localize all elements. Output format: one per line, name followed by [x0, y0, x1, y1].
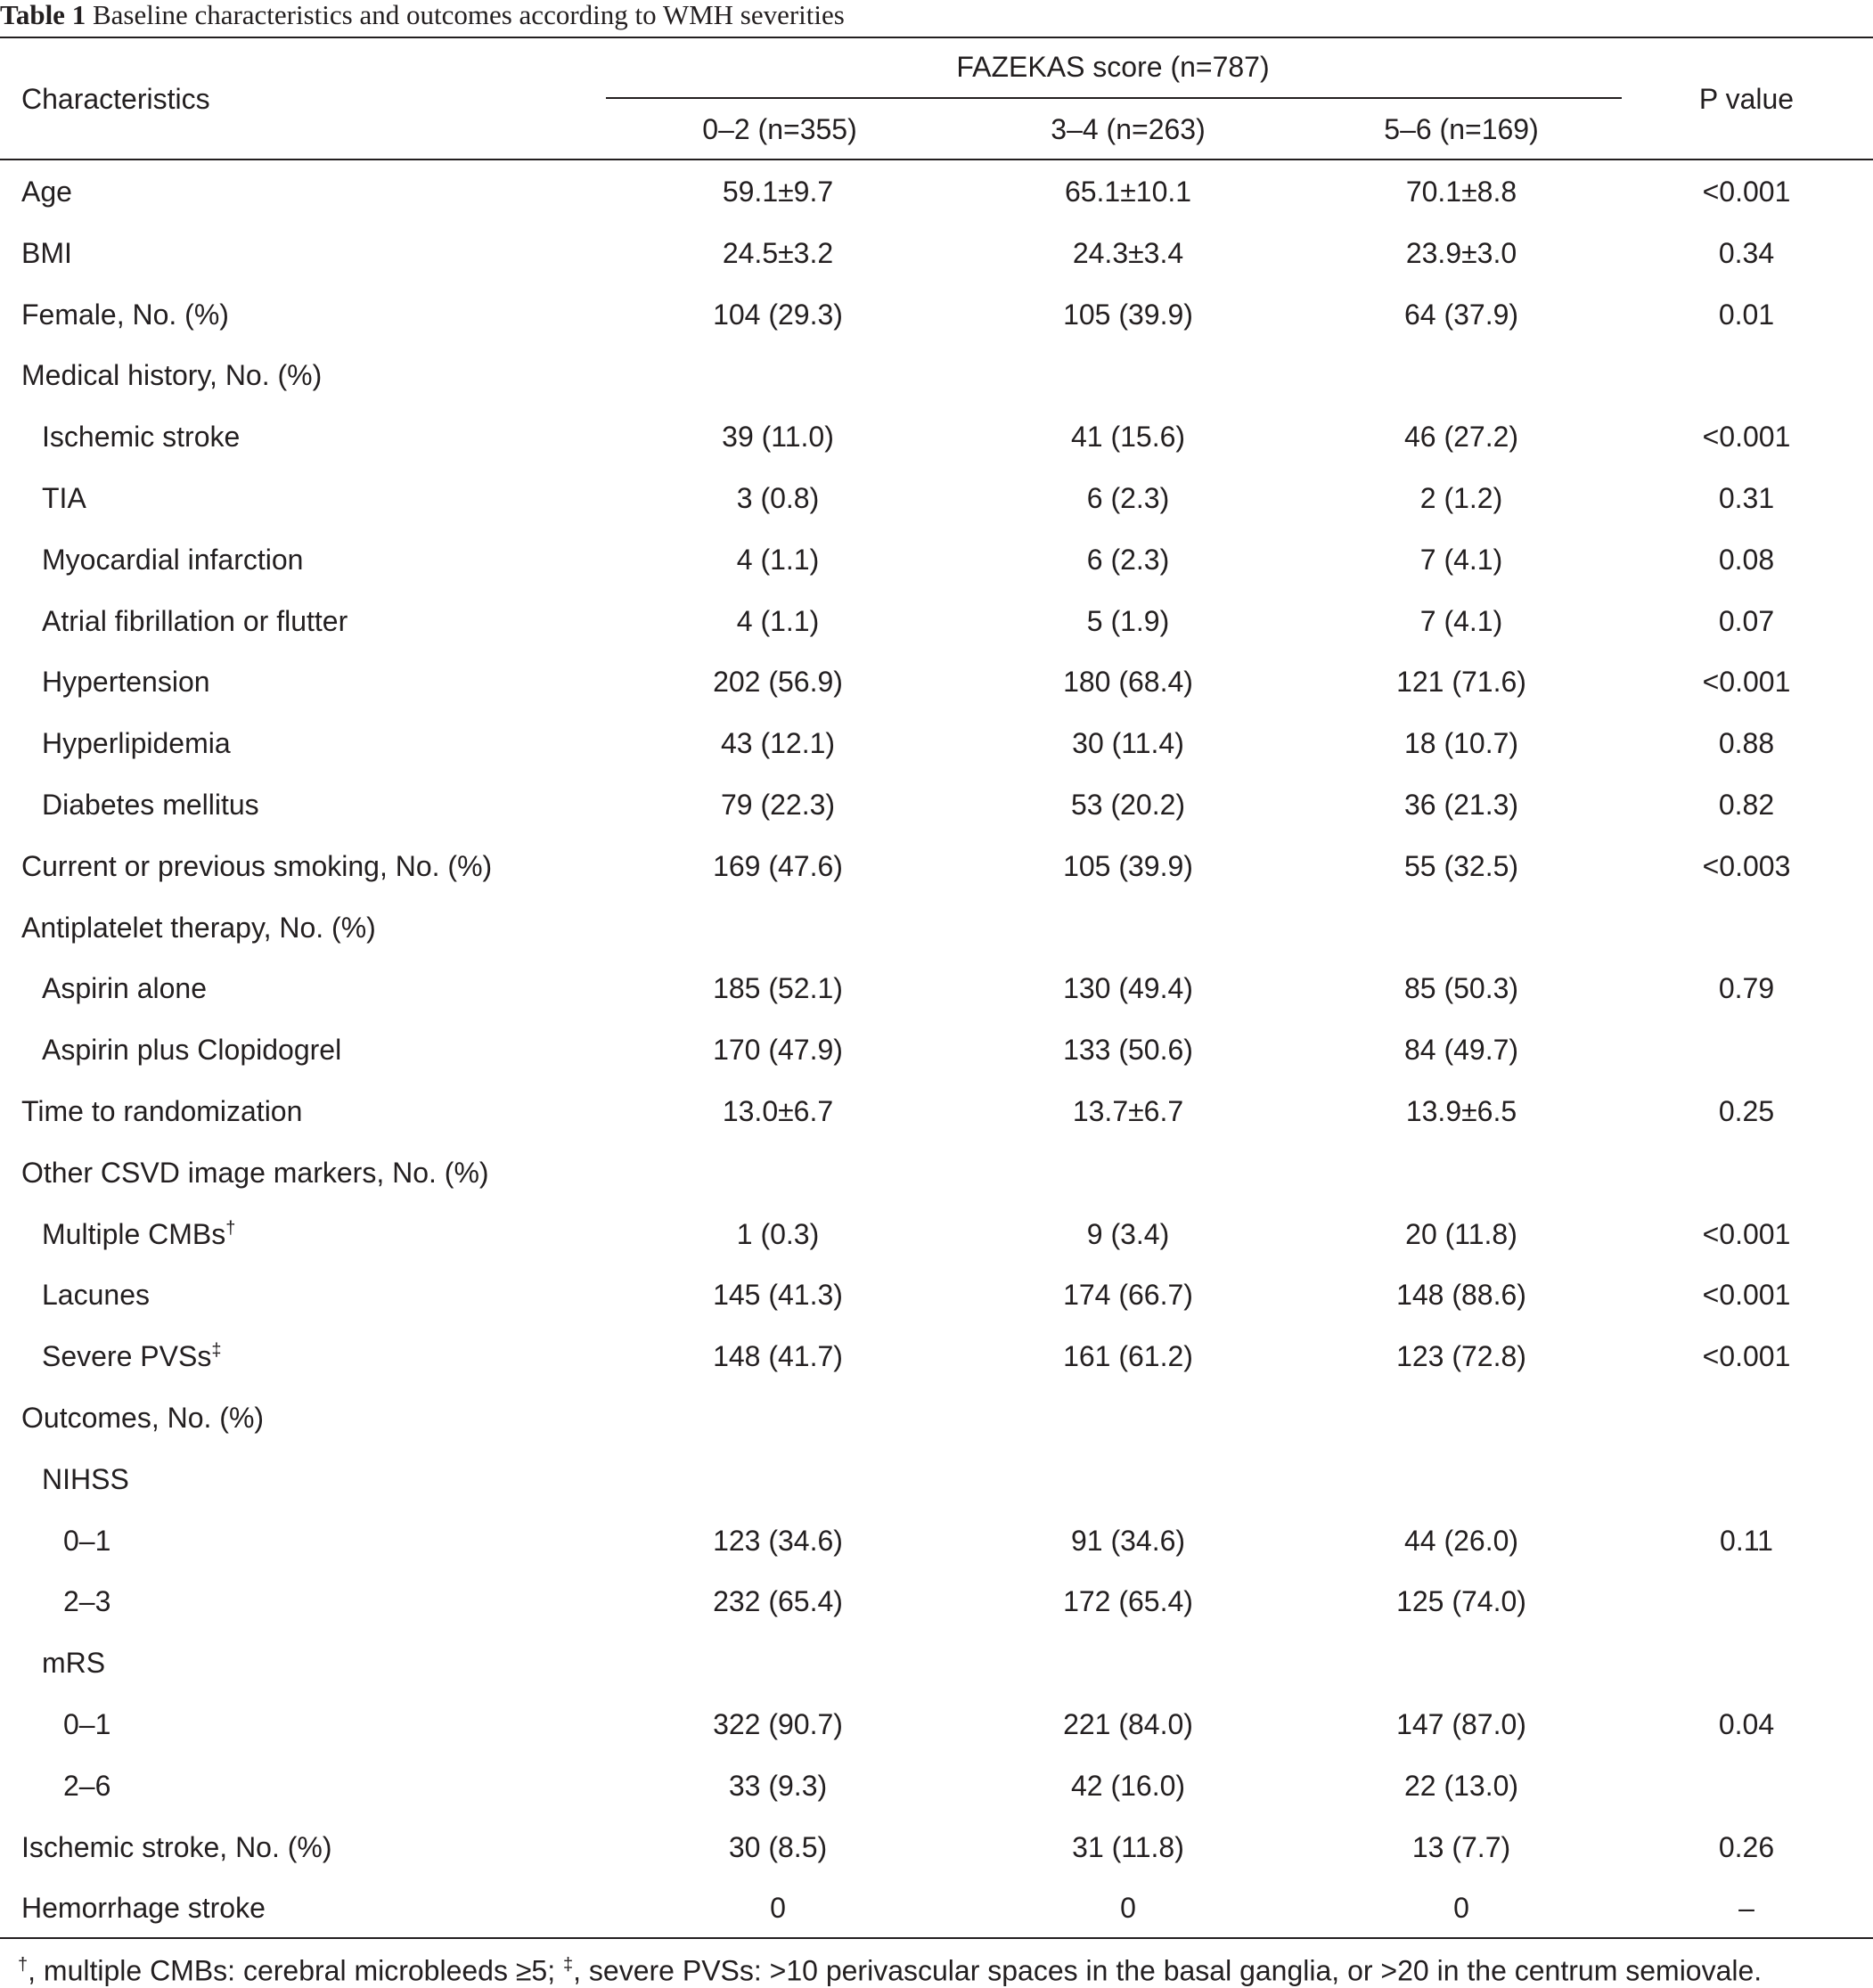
p-value-cell: <0.003 [1702, 850, 1791, 882]
footnote-text-1: , multiple CMBs: cerebral microbleeds ≥5; [28, 1954, 563, 1987]
row-label [21, 1401, 264, 1435]
p-value-cell: 0.07 [1718, 605, 1775, 637]
row-label-text: Ischemic stroke, No. (%) [21, 1831, 332, 1863]
row-label [21, 298, 229, 331]
row-label [21, 911, 376, 945]
row-label-text: mRS [42, 1647, 106, 1679]
value-cell: 0 [1120, 1892, 1136, 1924]
bottom-rule [0, 1937, 1873, 1939]
value-cell: 7 (4.1) [1419, 544, 1503, 576]
row-label-text: BMI [21, 237, 72, 269]
p-value-cell: <0.001 [1702, 1340, 1791, 1372]
row-label-text: 0–1 [63, 1708, 111, 1740]
p-value-cell: 0.79 [1718, 972, 1775, 1004]
value-cell: 6 (2.3) [1086, 544, 1170, 576]
value-cell: 42 (16.0) [1070, 1770, 1186, 1802]
value-cell: 148 (88.6) [1396, 1279, 1526, 1311]
header-group: FAZEKAS score (n=787) [956, 51, 1270, 83]
value-cell: 174 (66.7) [1063, 1279, 1193, 1311]
value-cell: 79 (22.3) [720, 789, 836, 821]
value-cell: 85 (50.3) [1403, 972, 1519, 1004]
value-cell: 64 (37.9) [1403, 299, 1519, 331]
row-label-text: Aspirin plus Clopidogrel [42, 1034, 342, 1066]
row-label-text: Other CSVD image markers, No. (%) [21, 1157, 489, 1189]
p-value-cell: 0.08 [1718, 544, 1775, 576]
value-cell: 161 (61.2) [1063, 1340, 1193, 1372]
value-cell: 43 (12.1) [720, 727, 836, 759]
p-value-cell: <0.001 [1702, 666, 1791, 698]
header-col3: 5–6 (n=169) [1384, 113, 1539, 145]
row-label [42, 604, 348, 638]
p-value-cell: <0.001 [1702, 176, 1791, 208]
header-characteristics: Characteristics [21, 83, 210, 115]
row-label-text: Atrial fibrillation or flutter [42, 605, 348, 637]
value-cell: 0 [770, 1892, 786, 1924]
p-value-cell: 0.26 [1718, 1831, 1775, 1863]
value-cell: 145 (41.3) [713, 1279, 843, 1311]
value-cell: 232 (65.4) [713, 1585, 843, 1617]
value-cell: 91 (34.6) [1070, 1525, 1186, 1557]
header-col1: 0–2 (n=355) [702, 113, 857, 145]
value-cell: 148 (41.7) [713, 1340, 843, 1372]
row-label [21, 1830, 332, 1864]
value-cell: 133 (50.6) [1063, 1034, 1193, 1066]
value-cell: 6 (2.3) [1086, 482, 1170, 514]
row-label [42, 481, 86, 515]
value-cell: 23.9±3.0 [1405, 237, 1517, 269]
row-label-text: Myocardial infarction [42, 544, 304, 576]
row-label-text: Female, No. (%) [21, 299, 229, 331]
p-value-cell: <0.001 [1702, 421, 1791, 453]
row-label-text: Antiplatelet therapy, No. (%) [21, 912, 376, 944]
value-cell: 13.0±6.7 [722, 1095, 834, 1127]
footnote-marker: † [225, 1218, 236, 1239]
p-value-cell: 0.34 [1718, 237, 1775, 269]
row-label [42, 665, 210, 699]
row-label-text: Ischemic stroke [42, 421, 241, 453]
value-cell: 147 (87.0) [1396, 1708, 1526, 1740]
value-cell: 1 (0.3) [736, 1218, 820, 1250]
p-value-cell: 0.04 [1718, 1708, 1775, 1740]
row-label-text: Multiple CMBs [42, 1218, 226, 1250]
value-cell: 13.7±6.7 [1072, 1095, 1184, 1127]
row-label-text: Diabetes mellitus [42, 789, 259, 821]
table-title: Baseline characteristics and outcomes according to WMH severities [92, 0, 845, 30]
row-label-text: NIHSS [42, 1463, 129, 1495]
value-cell: 4 (1.1) [736, 544, 820, 576]
footnote [18, 1948, 1762, 1988]
value-cell: 24.3±3.4 [1072, 237, 1184, 269]
row-label-text: 2–6 [63, 1770, 111, 1802]
value-cell: 125 (74.0) [1396, 1585, 1526, 1617]
value-cell: 18 (10.7) [1403, 727, 1519, 759]
value-cell: 36 (21.3) [1403, 789, 1519, 821]
top-rule [0, 37, 1873, 38]
value-cell: 70.1±8.8 [1405, 176, 1517, 208]
value-cell: 170 (47.9) [713, 1034, 843, 1066]
value-cell: 104 (29.3) [713, 299, 843, 331]
value-cell: 84 (49.7) [1403, 1034, 1519, 1066]
row-label-text: Aspirin alone [42, 972, 207, 1004]
value-cell: 65.1±10.1 [1064, 176, 1192, 208]
value-cell: 39 (11.0) [722, 421, 834, 453]
value-cell: 31 (11.8) [1072, 1831, 1184, 1863]
value-cell: 7 (4.1) [1419, 605, 1503, 637]
row-label [42, 1278, 150, 1312]
p-value-cell: <0.001 [1702, 1218, 1791, 1250]
row-label [63, 1769, 110, 1803]
row-label [42, 1462, 129, 1496]
p-value-cell: <0.001 [1702, 1279, 1791, 1311]
value-cell: 46 (27.2) [1403, 421, 1519, 453]
p-value-cell: 0.88 [1718, 727, 1775, 759]
value-cell: 30 (11.4) [1072, 727, 1184, 759]
row-label [21, 175, 72, 209]
row-label-text: Severe PVSs [42, 1340, 212, 1372]
row-label [42, 420, 240, 454]
value-cell: 5 (1.9) [1086, 605, 1170, 637]
value-cell: 30 (8.5) [728, 1831, 828, 1863]
p-value-cell: – [1738, 1892, 1754, 1924]
value-cell: 123 (72.8) [1396, 1340, 1526, 1372]
row-label [42, 788, 259, 822]
value-cell: 33 (9.3) [728, 1770, 828, 1802]
row-label [63, 1524, 110, 1558]
p-value-cell: 0.31 [1718, 482, 1775, 514]
value-cell: 105 (39.9) [1063, 850, 1193, 882]
row-label [21, 1891, 266, 1925]
row-label-text: Hypertension [42, 666, 210, 698]
value-cell: 24.5±3.2 [722, 237, 834, 269]
footnote-marker: ‡ [211, 1340, 222, 1361]
header-col2: 3–4 (n=263) [1051, 113, 1206, 145]
row-label [21, 849, 492, 883]
value-cell: 185 (52.1) [713, 972, 843, 1004]
row-label [42, 971, 207, 1005]
footnote-mark-dagger: † [18, 1955, 29, 1975]
row-label-text: Outcomes, No. (%) [21, 1402, 265, 1434]
value-cell: 4 (1.1) [736, 605, 820, 637]
p-value-cell: 0.82 [1718, 789, 1775, 821]
value-cell: 169 (47.6) [713, 850, 843, 882]
row-label [21, 1094, 302, 1128]
row-label [42, 1339, 221, 1373]
value-cell: 221 (84.0) [1063, 1708, 1193, 1740]
value-cell: 20 (11.8) [1405, 1218, 1517, 1250]
row-label-text: Age [21, 176, 72, 208]
value-cell: 3 (0.8) [736, 482, 820, 514]
value-cell: 44 (26.0) [1403, 1525, 1519, 1557]
value-cell: 59.1±9.7 [722, 176, 834, 208]
row-label [21, 358, 322, 392]
row-label [42, 1217, 235, 1251]
group-rule [606, 97, 1622, 99]
table-caption [0, 0, 845, 34]
row-label-text: Time to randomization [21, 1095, 303, 1127]
value-cell: 55 (32.5) [1403, 850, 1519, 882]
footnote-mark-double-dagger: ‡ [563, 1955, 574, 1975]
value-cell: 41 (15.6) [1070, 421, 1186, 453]
row-label-text: Current or previous smoking, No. (%) [21, 850, 493, 882]
table-label: Table 1 [0, 0, 86, 30]
p-value-cell: 0.11 [1720, 1525, 1773, 1557]
row-label-text: 0–1 [63, 1525, 111, 1557]
footnote-text-2: , severe PVSs: >10 perivascular spaces in the basal ganglia, or >20 in the centrum semiovale. [573, 1954, 1763, 1987]
value-cell: 0 [1453, 1892, 1469, 1924]
row-label-text: Lacunes [42, 1279, 150, 1311]
value-cell: 121 (71.6) [1396, 666, 1526, 698]
row-label-text: Hyperlipidemia [42, 727, 231, 759]
value-cell: 202 (56.9) [713, 666, 843, 698]
value-cell: 180 (68.4) [1063, 666, 1193, 698]
row-label [63, 1584, 110, 1618]
p-value-cell: 0.25 [1718, 1095, 1775, 1127]
value-cell: 123 (34.6) [713, 1525, 843, 1557]
header-pvalue: P value [1698, 83, 1795, 115]
value-cell: 130 (49.4) [1063, 972, 1193, 1004]
value-cell: 13.9±6.5 [1405, 1095, 1517, 1127]
value-cell: 322 (90.7) [713, 1708, 843, 1740]
p-value-cell: 0.01 [1718, 299, 1775, 331]
row-label [21, 236, 72, 270]
value-cell: 22 (13.0) [1403, 1770, 1519, 1802]
value-cell: 105 (39.9) [1063, 299, 1193, 331]
row-label-text: 2–3 [63, 1585, 111, 1617]
row-label [21, 1156, 489, 1190]
row-label [42, 1646, 105, 1680]
row-label-text: Hemorrhage stroke [21, 1892, 266, 1924]
value-cell: 9 (3.4) [1086, 1218, 1170, 1250]
row-label-text: Medical history, No. (%) [21, 359, 323, 391]
value-cell: 2 (1.2) [1419, 482, 1503, 514]
row-label [42, 726, 231, 760]
value-cell: 13 (7.7) [1411, 1831, 1511, 1863]
value-cell: 172 (65.4) [1063, 1585, 1193, 1617]
header-rule [0, 159, 1873, 160]
row-label [63, 1707, 110, 1741]
row-label [42, 1033, 341, 1067]
row-label [42, 543, 303, 577]
value-cell: 53 (20.2) [1070, 789, 1186, 821]
row-label-text: TIA [42, 482, 86, 514]
